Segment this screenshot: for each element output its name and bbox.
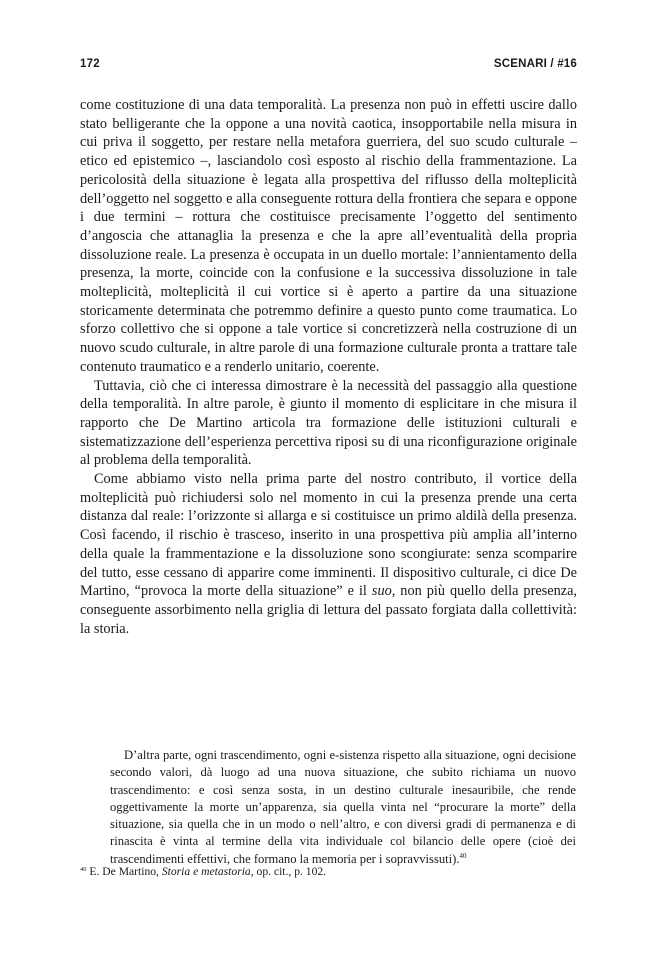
main-text (80, 96, 577, 638)
running-head (80, 58, 577, 74)
page-number: 172 (80, 58, 100, 70)
paragraph: Tuttavia, ciò che ci interessa dimostrare è la necessità del passaggio alla questione della temporalità. In altre parole, è giunto il momento di esplicitare in che misura il rapporto che De Martino articola tra formazione delle istituzioni culturali e sistematizzazione dell’esperienza percettiva riposi su di una riconfigurazione originale al problema della temporalità. (80, 377, 577, 469)
footnote-author: E. De Martino, (86, 865, 162, 878)
quote-text: D’altra parte, ogni trascendimento, ogni e-sistenza rispetto alla situazione, ogni decisione secondo valori, dà luogo ad una nuova situazione, che subito richiama un nuovo trascendimento: e così senza sosta, in un destino culturale inesauribile, che rende oggettivamente la morte un’apparenza, sia quella vinta nel “procurare la morte” della situazione, sia quella che in un modo o nell’altro, e con diversi gradi di permanenza e di rinascita è vinta al termine della vita individuale col bilancio delle opere (cioè dei trascendimenti effettivi, che formano la memoria per i sopravvissuti). (110, 748, 576, 866)
footnote-number: 40 (80, 866, 87, 873)
footnote-title: Storia e metastoria (161, 865, 251, 878)
block-quote (110, 747, 576, 868)
paragraph (80, 470, 577, 638)
footnote-citation: , op. cit., p. 102. (250, 865, 327, 878)
paragraph-text: Come abbiamo visto nella prima parte del nostro contributo, il vortice della molteplicità può richiudersi solo nel momento in cui la presenza prende una certa distanza dal reale: l’orizzonte si allarga e si costituisce un primo aldilà della presenza. Così facendo, il rischio è trasceso, inserito in una prospettiva più amplia all’interno della quale la frammentazione e la dissoluzione sono scongiurate: senza scomparire del tutto, esse cessano di apparire come imminenti. Il dispositivo culturale, ci dice De Martino, “provoca la morte della situazione” e il (80, 471, 577, 600)
emphasis: suo (371, 583, 392, 600)
paragraph: come costituzione di una data temporalità. La presenza non può in effetti uscire dallo stato belligerante che la oppone a una novità caotica, insopportabile nella misura in cui priva il soggetto, per restare nella metafora guerriera, del suo scudo culturale – etico ed epistemico –, lasciandolo così esposto al rischio della frammentazione. La pericolosità della situazione è legata alla prospettiva del riflusso della molteplicità dell’oggetto nel soggetto e alla conseguente rottura della frontiera che separa e oppone i due termini – rottura che costituisce precisamente l’oggetto del sentimento d’angoscia che attanaglia la presenza e che la apre all’eventualità della propria dissoluzione reale. La presenza è occupata in un duello mortale: l’annientamento della presenza, la morte, coincide con la confusione e la successiva dissoluzione in tale molteplicità, molteplicità il cui vortice si è aperto a partire da una situazione storicamente determinata che potremmo definire a questo punto come traumatica. Lo sforzo collettivo che si oppone a tale vortice si concretizzerà nella costruzione di un nuovo scudo culturale, in altre parole di una formazione culturale pronta a trattare tale contenuto traumatico e a renderlo unitario, coerente. (80, 97, 577, 375)
journal-title: SCENARI / #16 (493, 58, 577, 70)
footnote-reference[interactable]: 40 (459, 851, 467, 860)
footnote (80, 864, 577, 879)
quote-paragraph (110, 747, 576, 868)
paragraph-text: , non più quello della presenza, conseguente assorbimento nella griglia di lettura del passato forgiata dalla collettività: la storia. (80, 583, 578, 637)
